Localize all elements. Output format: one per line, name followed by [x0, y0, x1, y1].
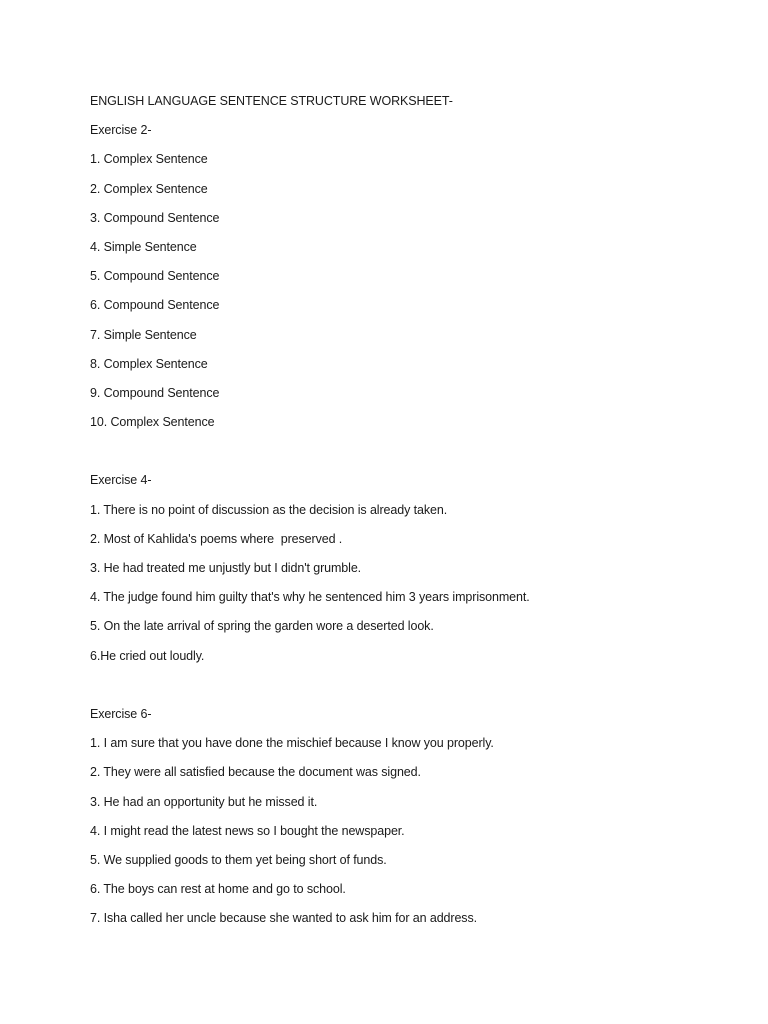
answer-item: 2. Most of Kahlida's poems where preserved . — [90, 531, 343, 546]
answer-item: 6. The boys can rest at home and go to school. — [90, 882, 346, 897]
answer-item: 5. Compound Sentence — [90, 269, 220, 284]
answer-item: 7. Simple Sentence — [90, 327, 197, 342]
answer-item: 5. We supplied goods to them yet being short of funds. — [90, 852, 387, 867]
answer-item: 3. He had treated me unjustly but I didn't grumble. — [90, 561, 362, 575]
answer-item: 1. Complex Sentence — [90, 152, 208, 167]
exercise-heading: Exercise 6- — [90, 706, 152, 721]
section-spacer — [90, 677, 730, 706]
answer-item: 8. Complex Sentence — [90, 356, 208, 371]
answer-item: 4. The judge found him guilty that's why he sentenced him 3 years imprisonment. — [90, 590, 530, 605]
answer-item: 1. There is no point of discussion as the decision is already taken. — [90, 502, 448, 517]
answer-item: 10. Complex Sentence — [90, 415, 215, 430]
answer-item: 1. I am sure that you have done the mischief because I know you properly. — [90, 736, 494, 751]
answer-item: 4. I might read the latest news so I bought the newspaper. — [90, 823, 405, 838]
exercise-4-section — [90, 472, 730, 663]
exercise-heading: Exercise 2- — [90, 123, 152, 138]
exercise-6-section — [90, 706, 730, 926]
answer-item: 2. They were all satisfied because the document was signed. — [90, 765, 421, 780]
answer-item: 6.He cried out loudly. — [90, 648, 205, 663]
answer-item: 4. Simple Sentence — [90, 239, 197, 254]
answer-item: 3. Compound Sentence — [90, 210, 220, 225]
worksheet-title: ENGLISH LANGUAGE SENTENCE STRUCTURE WORKSHEET- — [90, 94, 453, 108]
answer-item: 9. Compound Sentence — [90, 385, 220, 400]
answer-item: 6. Compound Sentence — [90, 298, 220, 313]
answer-item: 7. Isha called her uncle because she wanted to ask him for an address. — [90, 911, 477, 926]
worksheet-content — [90, 93, 730, 939]
exercise-2-section — [90, 122, 730, 430]
exercise-heading: Exercise 4- — [90, 473, 152, 488]
answer-item: 3. He had an opportunity but he missed it. — [90, 794, 318, 809]
answer-item: 5. On the late arrival of spring the garden wore a deserted look. — [90, 619, 434, 634]
section-spacer — [90, 443, 730, 472]
answer-item: 2. Complex Sentence — [90, 181, 208, 196]
